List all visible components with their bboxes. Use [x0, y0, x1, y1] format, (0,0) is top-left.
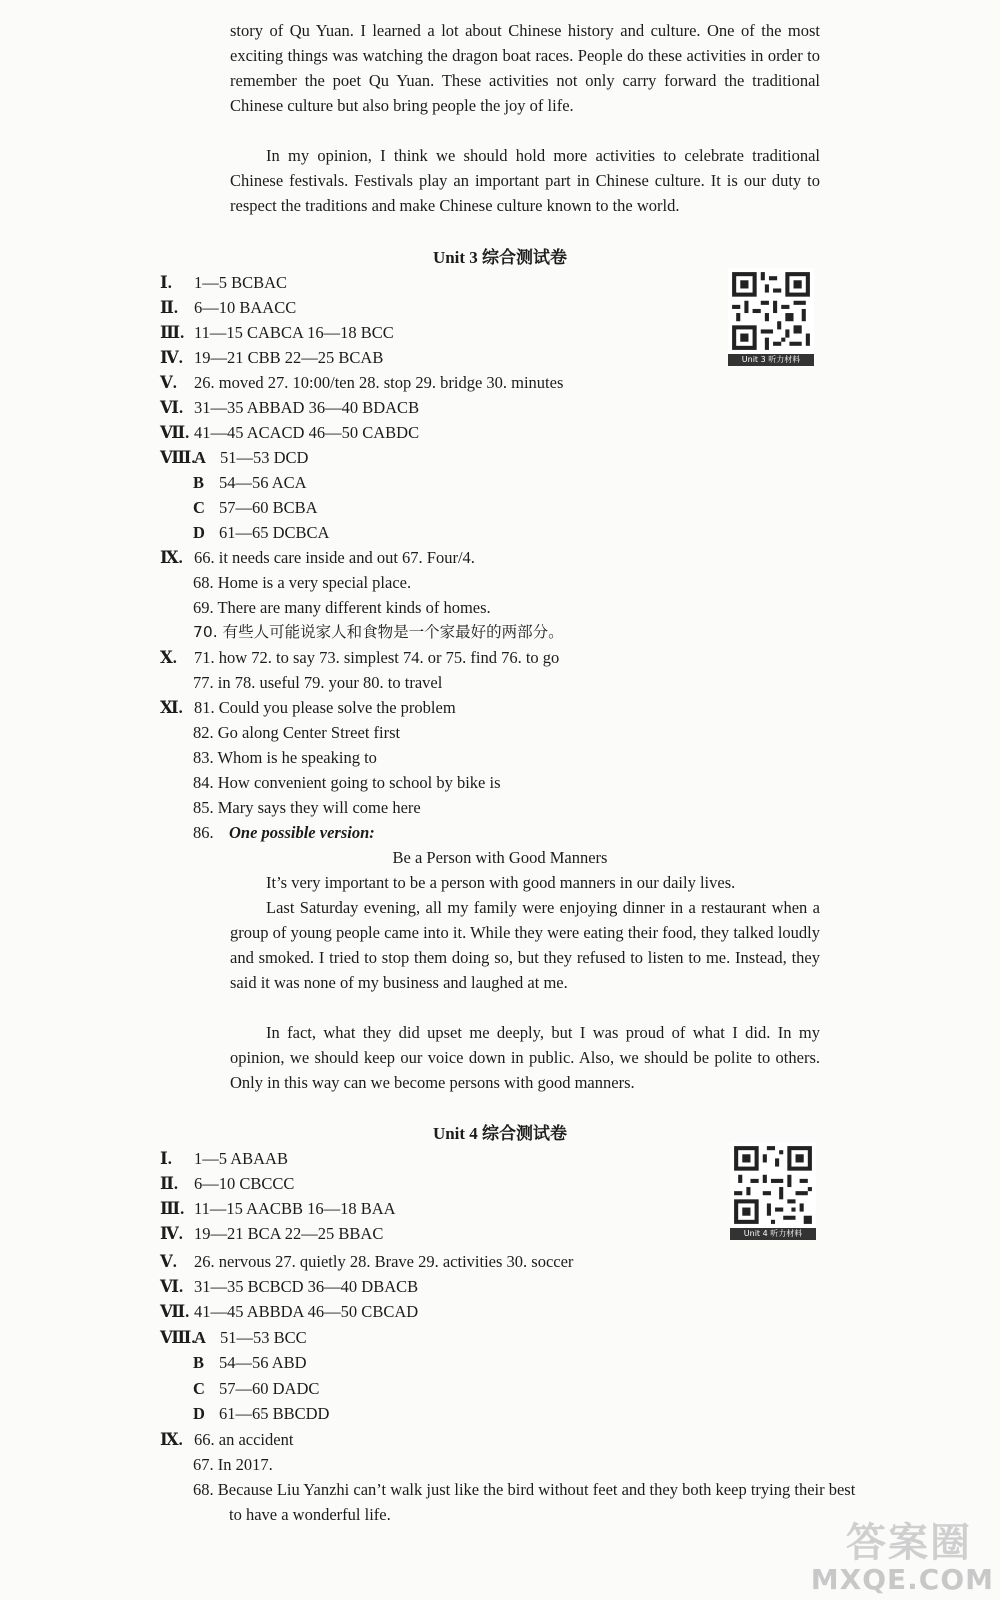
answer-row: 82. Go along Center Street first: [193, 723, 401, 742]
unit3-qr-code[interactable]: [728, 268, 814, 366]
answer-row: Ⅵ. 31—35 BCBCD 36—40 DBACB: [160, 1277, 419, 1296]
answer-row: 70. 有些人可能说家人和食物是一个家最好的两部分。: [193, 623, 564, 641]
answer-row: Ⅱ. 6—10 CBCCC: [160, 1174, 295, 1193]
answer-row: Ⅴ. 26. nervous 27. quietly 28. Brave 29. activities 30. soccer: [160, 1252, 574, 1271]
answer-row: Ⅲ. 11—15 AACBB 16—18 BAA: [160, 1199, 396, 1218]
essay-paragraph: In my opinion, I think we should hold more activities to celebrate traditional Chinese festivals. Festivals play an important part in Chinese culture. It is our duty to respect the traditions and make Chinese culture known to the world.: [230, 146, 820, 215]
answer-row: Ⅶ. 41—45 ACACD 46—50 CABDC: [160, 423, 420, 442]
answer-row: Ⅸ. 66. it needs care inside and out 67. Four/4.: [160, 548, 475, 567]
qr-caption: Unit 4 听力材料: [730, 1228, 816, 1240]
answer-row: 86. One possible version:: [193, 823, 375, 842]
essay-paragraph: It’s very important to be a person with good manners in our daily lives.: [266, 873, 736, 892]
answer-row: 67. In 2017.: [193, 1455, 273, 1474]
answer-row: 83. Whom is he speaking to: [193, 748, 377, 767]
qr-caption: Unit 3 听力材料: [728, 354, 814, 366]
answer-row: Ⅷ.A 51—53 BCC: [160, 1328, 307, 1347]
answer-row: 77. in 78. useful 79. your 80. to travel: [193, 673, 443, 692]
essay-title: Be a Person with Good Manners: [392, 848, 608, 867]
site-watermark: 答案圈 MXQE.COM: [810, 1520, 994, 1596]
answer-row: 85. Mary says they will come here: [193, 798, 421, 817]
answer-row: Ⅶ. 41—45 ABBDA 46—50 CBCAD: [160, 1302, 419, 1321]
qr-code-icon: [728, 268, 814, 354]
answer-row: D 61—65 BBCDD: [193, 1404, 330, 1423]
answer-row: Ⅹ. 71. how 72. to say 73. simplest 74. or 75. find 76. to go: [160, 648, 560, 667]
answer-row: Ⅸ. 66. an accident: [160, 1430, 294, 1449]
answer-row: 68. Home is a very special place.: [193, 573, 412, 592]
answer-row: D 61—65 DCBCA: [193, 523, 330, 542]
qr-code-icon: [730, 1142, 816, 1228]
answer-row: Ⅴ. 26. moved 27. 10:00/ten 28. stop 29. bridge 30. minutes: [160, 373, 564, 392]
unit4-qr-code[interactable]: [730, 1142, 816, 1240]
essay-paragraph: In fact, what they did upset me deeply, but I was proud of what I did. In my opinion, we should keep our voice down in public. Also, we should be polite to others. Only in this way can we become persons with good manners.: [230, 1023, 820, 1092]
answer-row: B 54—56 ABD: [193, 1353, 307, 1372]
answer-row: Ⅲ. 11—15 CABCA 16—18 BCC: [160, 323, 394, 342]
answer-row: C 57—60 BCBA: [193, 498, 318, 517]
answer-row: Ⅳ. 19—21 CBB 22—25 BCAB: [160, 348, 384, 367]
answer-row: Ⅵ. 31—35 ABBAD 36—40 BDACB: [160, 398, 420, 417]
answer-row: B 54—56 ACA: [193, 473, 307, 492]
answer-row: Ⅰ. 1—5 BCBAC: [160, 273, 288, 292]
answer-row: 84. How convenient going to school by bike is: [193, 773, 501, 792]
essay-paragraph: Last Saturday evening, all my family were enjoying dinner in a restaurant when a group of young people came into it. While they were eating their food, they talked loudly and smoked. I tried to stop them doing so, but they refused to listen to me. Instead, they said it was none of my business and laughed at me.: [230, 898, 820, 992]
answer-row: Ⅱ. 6—10 BAACC: [160, 298, 297, 317]
answer-row: Ⅳ. 19—21 BCA 22—25 BBAC: [160, 1224, 384, 1243]
essay-paragraph: story of Qu Yuan. I learned a lot about Chinese history and culture. One of the most exciting things was watching the dragon boat races. People do these activities in order to remember the poet Qu Yuan. These activities not only carry forward the traditional Chinese culture but also bring people the joy of life.: [230, 21, 820, 115]
unit3-heading: Unit 3 综合测试卷: [432, 248, 568, 267]
answer-row: C 57—60 DADC: [193, 1379, 320, 1398]
answer-row: Ⅰ. 1—5 ABAAB: [160, 1149, 288, 1168]
answer-row: Ⅷ.A 51—53 DCD: [160, 448, 309, 467]
answer-row: 68. Because Liu Yanzhi can’t walk just like the bird without feet and they both keep trying their best to have a wonderful life.: [193, 1480, 856, 1524]
answer-row: Ⅺ. 81. Could you please solve the problem: [160, 698, 456, 717]
answer-row: 69. There are many different kinds of homes.: [193, 598, 491, 617]
unit4-heading: Unit 4 综合测试卷: [432, 1124, 568, 1143]
